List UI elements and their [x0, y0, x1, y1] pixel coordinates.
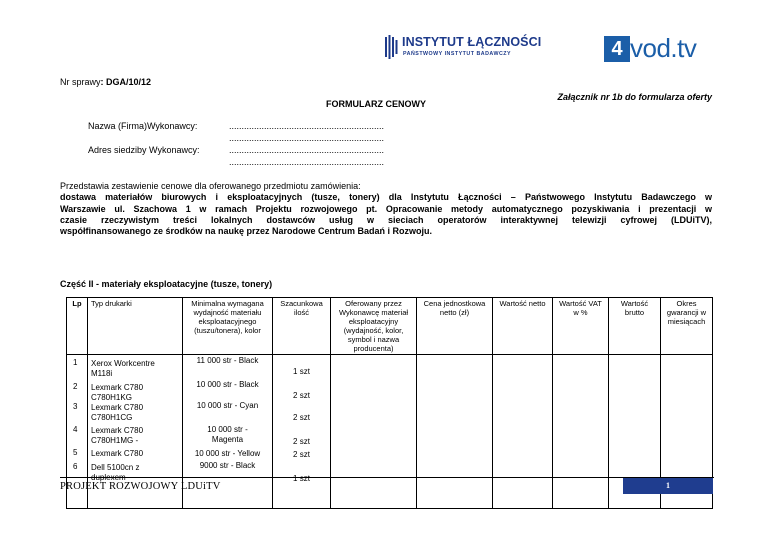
- intro-line-4: współfinansowanego ze środków na naukę przez Narodowe Centrum Badań i Rozwoju.: [60, 226, 433, 237]
- intro-line-3: czasie rzeczywistym treści lokalnych dostawców usług w sieciach operatorów interaktywnej telewizji cyfrowej (LDUiTV),: [60, 214, 712, 225]
- lp-3: 3: [73, 402, 78, 411]
- institute-emblem-icon: [384, 34, 400, 60]
- type-1: [91, 359, 155, 379]
- contractor-address-line-1[interactable]: ..............................................................: [229, 145, 385, 155]
- contractor-address-label: Adres siedziby Wykonawcy:: [88, 145, 200, 155]
- col-header-unit-price: Cena jednostkowa netto (zł): [417, 298, 493, 355]
- type-4-line-1: Lexmark C780: [91, 426, 144, 435]
- case-number: [60, 77, 151, 87]
- type-4: [91, 426, 143, 446]
- contractor-address-line-2[interactable]: ..............................................................: [229, 157, 385, 167]
- page-number: 1: [623, 478, 713, 494]
- form-title: FORMULARZ CENOWY: [326, 99, 426, 109]
- institute-name: INSTYTUT ŁĄCZNOŚCI: [402, 35, 542, 49]
- qty-2: 2 szt: [293, 391, 310, 400]
- lp-2: 2: [73, 382, 78, 391]
- net-value-cell[interactable]: [493, 355, 553, 509]
- instytut-lacznosci-logo: [384, 34, 542, 62]
- qty-1: 1 szt: [293, 367, 310, 376]
- col-header-type: Typ drukarki: [88, 298, 183, 355]
- 4vod-logo-mark: 4: [604, 36, 630, 62]
- col-header-offered: Oferowany przez Wykonawcę materiał eksploatacyjny (wydajność, kolor, symbol i nazwa producenta): [331, 298, 417, 355]
- intro-line-1: dostawa materiałów biurowych i eksploatacyjnych (tusze, tonery) dla Instytutu Łączności – Państwowego Instytutu Badawczego w: [60, 192, 712, 203]
- section-title: Część II - materiały eksploatacyjne (tusze, tonery): [60, 279, 273, 289]
- col-header-lp: Lp: [67, 298, 88, 355]
- table-header-row: [67, 298, 713, 355]
- type-3-line-2: C780H1CG: [91, 413, 133, 422]
- type-5: Lexmark C780: [91, 449, 144, 458]
- type-6-line-2: duplexem: [91, 473, 126, 482]
- lp-1: 1: [73, 358, 78, 367]
- col-header-vat-label: Wartość VAT: [559, 299, 602, 308]
- case-label: Nr sprawy: [60, 77, 101, 87]
- yield-5: 10 000 str - Yellow: [194, 449, 261, 458]
- type-6: [91, 463, 139, 483]
- yield-4-line-1: 10 000 str -: [207, 425, 248, 434]
- contractor-name-label: Nazwa (Firma)Wykonawcy:: [88, 121, 198, 131]
- type-2: [91, 383, 143, 403]
- type-3-line-1: Lexmark C780: [91, 403, 144, 412]
- qty-4: 2 szt: [293, 437, 310, 446]
- vat-cell[interactable]: [553, 355, 609, 509]
- yield-2: 10 000 str - Black: [196, 380, 259, 389]
- offered-cell[interactable]: [331, 355, 417, 509]
- institute-subtitle: PAŃSTWOWY INSTYTUT BADAWCZY: [403, 51, 512, 57]
- yield-1: 11 000 str - Black: [196, 356, 259, 365]
- lp-4: 4: [73, 425, 78, 434]
- yield-4-line-2: Magenta: [211, 435, 244, 444]
- intro-line-2: Warszawie ul. Szachowa 1 w ramach Projektu rozwojowego pt. Opracowanie metody automatycznego pozyskiwania i prezentacji w: [60, 203, 712, 214]
- yield-4: [183, 425, 272, 445]
- 4vod-logo-text: vod.tv: [630, 33, 697, 63]
- footer-divider: [60, 477, 714, 478]
- case-value: : DGA/10/12: [100, 77, 152, 87]
- type-1-line-1: Xerox Workcentre: [91, 359, 155, 368]
- annex-note: Załącznik nr 1b do formularza oferty: [557, 92, 712, 102]
- col-header-vat-unit: w %: [573, 308, 588, 317]
- type-4-line-2: C780H1MG -: [91, 436, 139, 445]
- col-header-vat: [553, 298, 609, 355]
- yield-6: 9000 str - Black: [199, 461, 256, 470]
- col-header-qty: Szacunkowa ilość: [273, 298, 331, 355]
- intro-line-0: Przedstawia zestawienie cenowe dla oferowanego przedmiotu zamówienia:: [60, 181, 361, 191]
- qty-3: 2 szt: [293, 413, 310, 422]
- qty-5: 2 szt: [293, 450, 310, 459]
- col-header-yield: Minimalna wymagana wydajność materiału eksploatacyjnego (tuszu/tonera), kolor: [183, 298, 273, 355]
- qty-6: 1 szt: [293, 474, 310, 483]
- lp-6: 6: [73, 462, 78, 471]
- col-header-gross: Wartość brutto: [609, 298, 661, 355]
- type-2-line-1: Lexmark C780: [91, 383, 144, 392]
- contractor-name-line-1[interactable]: ..............................................................: [229, 121, 385, 131]
- qty-cell: [273, 355, 331, 509]
- contractor-name-line-2[interactable]: ..............................................................: [229, 133, 385, 143]
- type-1-line-2: M118i: [91, 369, 113, 378]
- 4vod-logo: [604, 34, 714, 64]
- yield-3: 10 000 str - Cyan: [196, 401, 259, 410]
- col-header-net: Wartość netto: [493, 298, 553, 355]
- type-3: [91, 403, 143, 423]
- footer-project: PROJEKT ROZWOJOWY LDUiTV: [60, 481, 221, 492]
- lp-5: 5: [73, 448, 78, 457]
- intro-paragraph: [60, 181, 712, 237]
- unit-price-cell[interactable]: [417, 355, 493, 509]
- col-header-warranty: Okres gwarancji w miesiącach: [661, 298, 713, 355]
- type-2-line-2: C780H1KG: [91, 393, 132, 402]
- type-6-line-1: Dell 5100cn z: [91, 463, 140, 472]
